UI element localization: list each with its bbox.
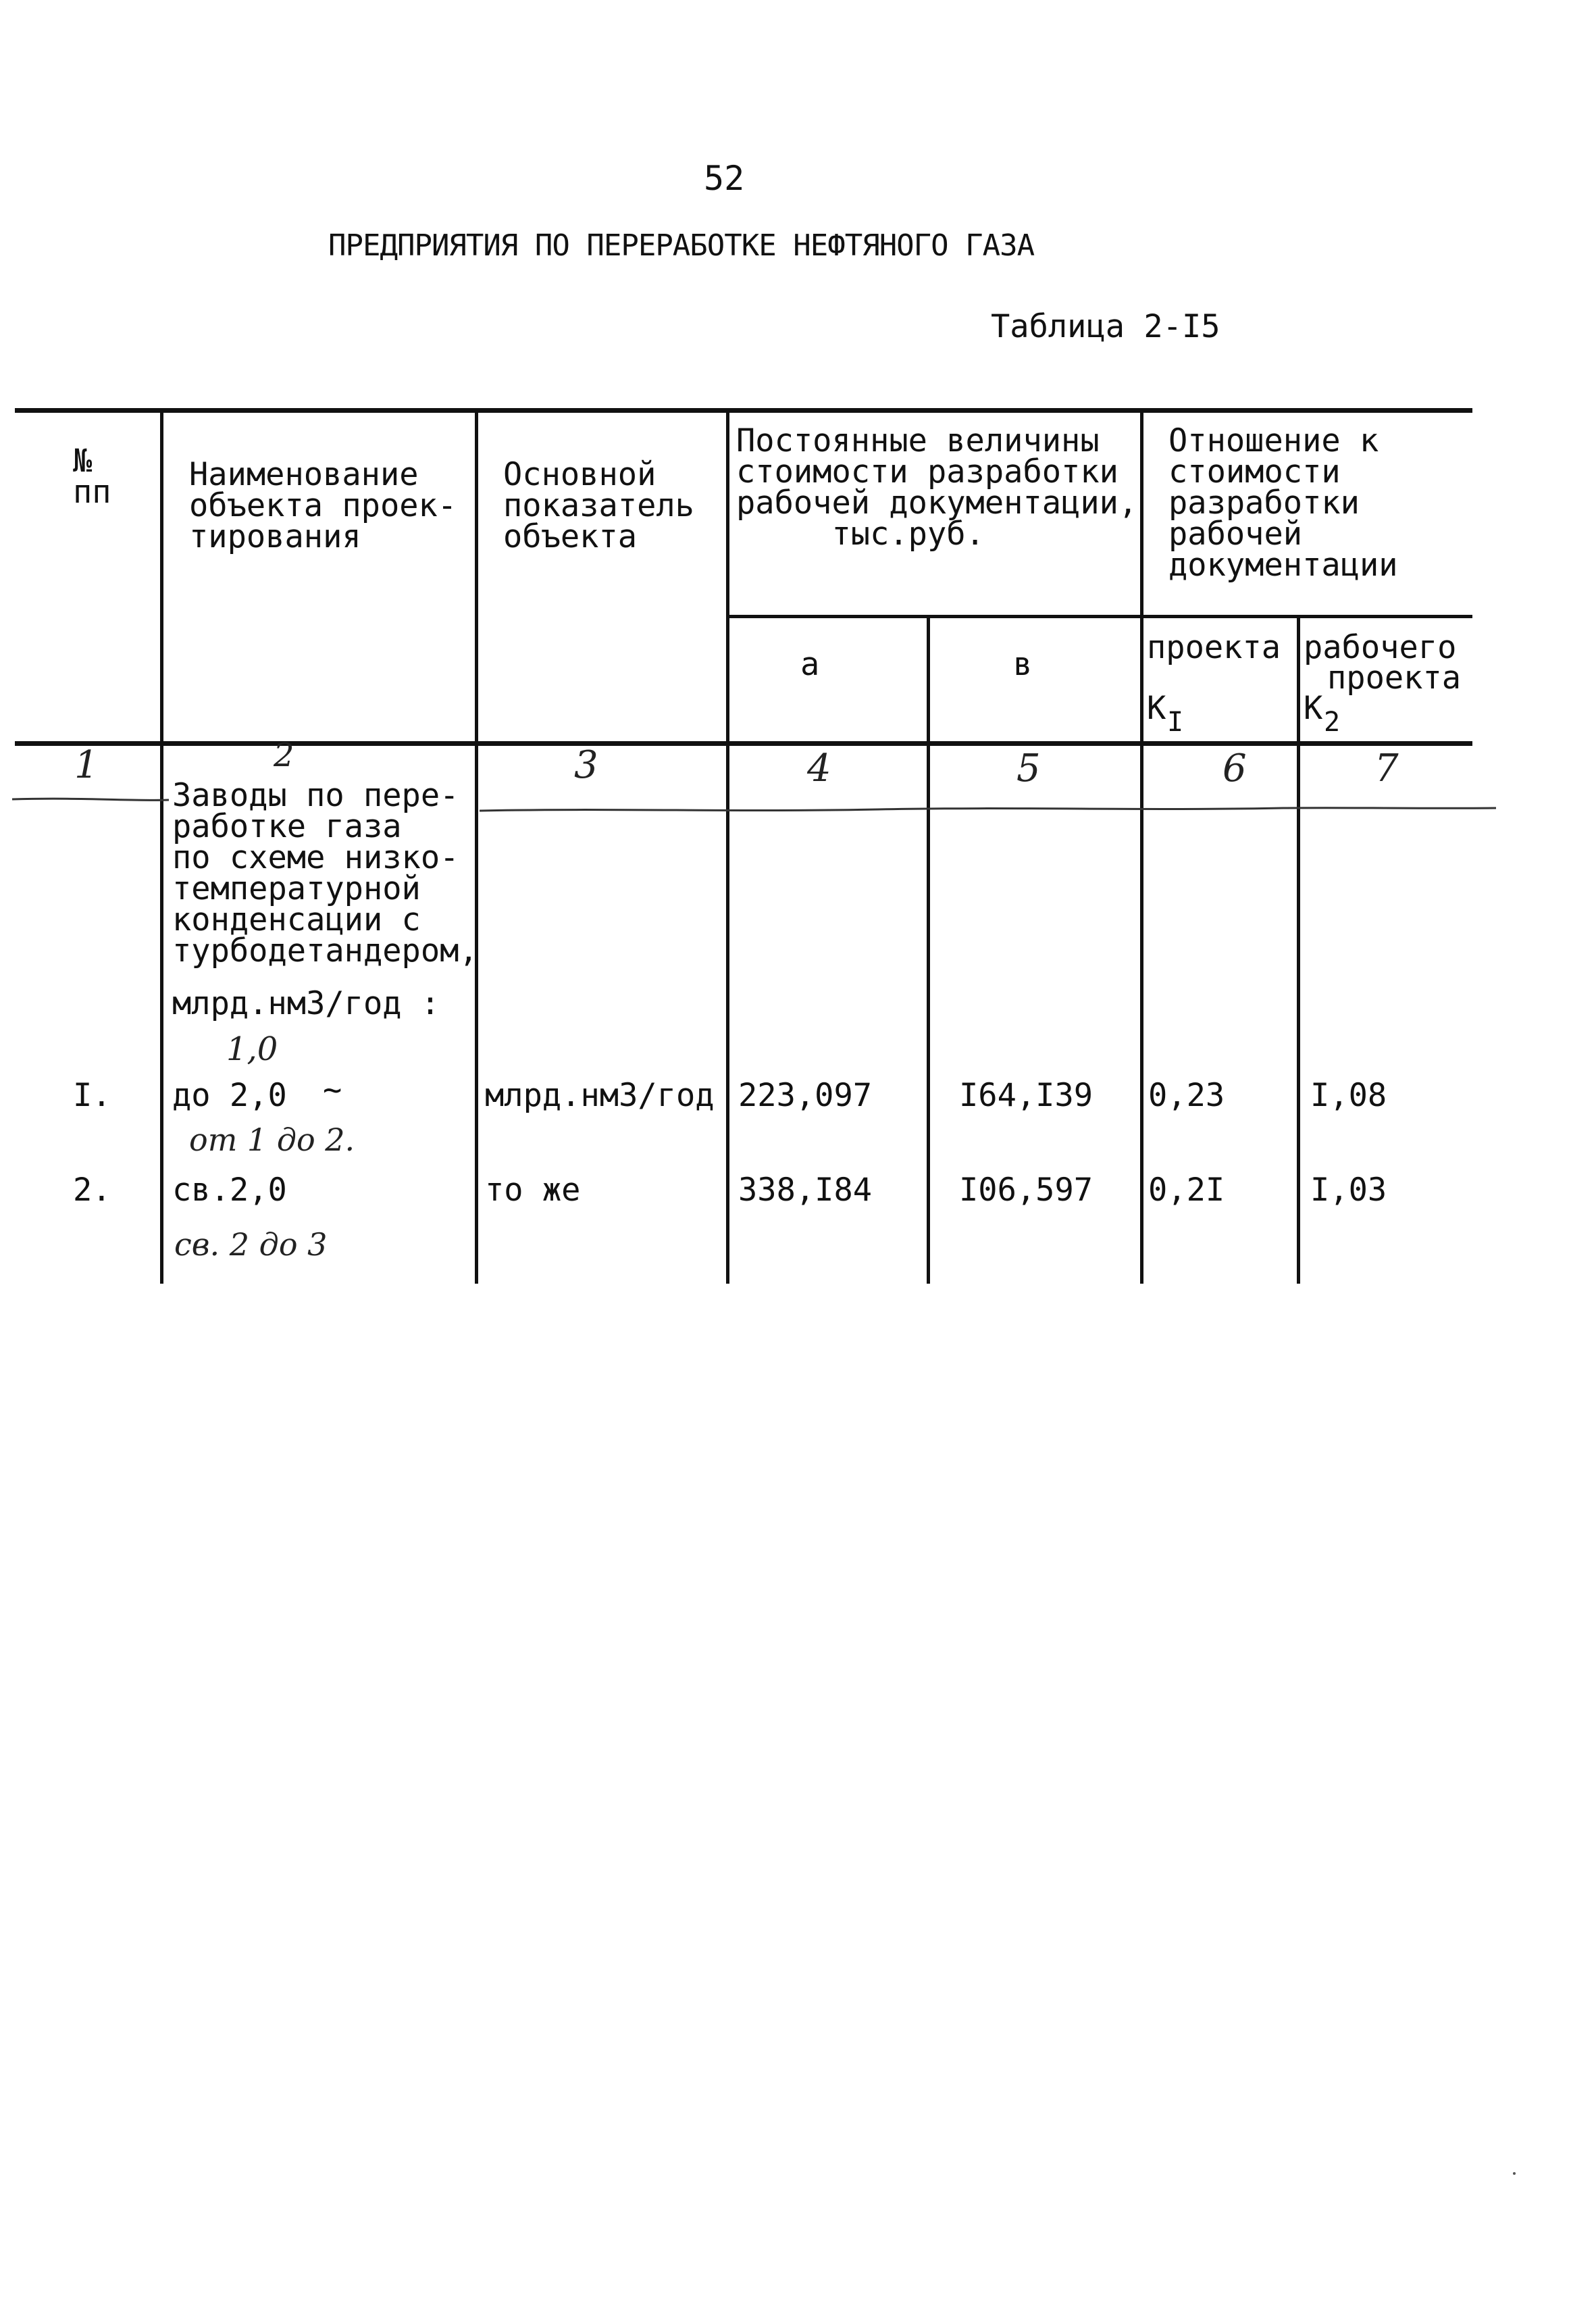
header-col-working-line1: рабочего	[1304, 629, 1457, 666]
row-1-handwritten-note-below: от 1 до 2.	[189, 1122, 355, 1158]
header-col-b: в	[1013, 646, 1033, 683]
header-constant-values: Постоянные величины стоимости разработки рабочей документации, тыс.руб.	[736, 422, 1138, 553]
row-2-value-b: I06,597	[959, 1172, 1093, 1209]
header-ratio: Отношение к стоимости разработки рабочей документации	[1168, 422, 1398, 584]
row-2-number: 2.	[73, 1172, 111, 1209]
page-number: 52	[704, 159, 745, 198]
header-col-project: проекта	[1147, 629, 1281, 666]
row-2-k1: 0,2I	[1148, 1172, 1225, 1209]
row-1-k2: I,08	[1310, 1077, 1387, 1114]
table-top-rule	[15, 408, 1472, 413]
k2-subscript: 2	[1324, 707, 1341, 738]
row-1-number: I.	[73, 1077, 111, 1114]
column-divider-1	[160, 411, 163, 1284]
header-object-name: Наименование объекта проек- тирования	[189, 456, 457, 555]
table-label: Таблица 2-I5	[991, 308, 1220, 345]
header-col-a: а	[800, 646, 820, 683]
k1-symbol: К	[1147, 690, 1166, 727]
row-1-handwritten-note-above: 1,0	[226, 1030, 278, 1068]
column-divider-5	[1140, 411, 1143, 1284]
row-2-handwritten-note-below: св. 2 до 3	[174, 1226, 328, 1263]
header-number: № пп	[73, 443, 111, 511]
header-col-working-line2: проекта	[1327, 659, 1462, 697]
row-2-value-a: 338,I84	[738, 1172, 873, 1209]
column-divider-6	[1297, 616, 1300, 1284]
row-1-k1: 0,23	[1148, 1077, 1225, 1114]
handwritten-col-number-6: 6	[1222, 747, 1247, 790]
header-bottom-rule	[15, 741, 1472, 746]
handwritten-col-number-1: 1	[74, 743, 99, 787]
row-1-value-a: 223,097	[738, 1077, 873, 1114]
column-divider-3	[726, 411, 729, 1284]
group-title: Заводы по пере- работке газа по схеме низко- температурной конденсации с турбодетандером,	[172, 777, 478, 970]
row-2-name: св.2,0	[172, 1172, 287, 1209]
handwritten-col-number-7: 7	[1374, 747, 1399, 790]
k2-symbol: К	[1304, 690, 1323, 727]
row-2-indicator: то же	[485, 1172, 581, 1209]
scan-speck	[1513, 2172, 1516, 2175]
document-title: ПРЕДПРИЯТИЯ ПО ПЕРЕРАБОТКЕ НЕФТЯНОГО ГАЗА	[328, 228, 1035, 263]
row-1-value-b: I64,I39	[959, 1077, 1093, 1114]
header-main-indicator: Основной показатель объекта	[503, 456, 694, 555]
row-1-indicator: млрд.нм3/год	[485, 1077, 715, 1114]
row-2-k2: I,03	[1310, 1172, 1387, 1209]
header-subdivider	[728, 615, 1472, 618]
group-unit: млрд.нм3/год :	[172, 985, 440, 1022]
row-1-dash: ~	[323, 1072, 342, 1109]
k1-subscript: I	[1167, 707, 1184, 738]
handwritten-col-number-5: 5	[1016, 747, 1041, 790]
handwritten-col-number-4: 4	[807, 747, 831, 790]
column-divider-4	[927, 616, 930, 1284]
row-1-name: до 2,0	[172, 1077, 287, 1114]
handwritten-col-number-2: 2	[274, 736, 294, 774]
handwritten-col-number-3: 3	[574, 743, 598, 787]
